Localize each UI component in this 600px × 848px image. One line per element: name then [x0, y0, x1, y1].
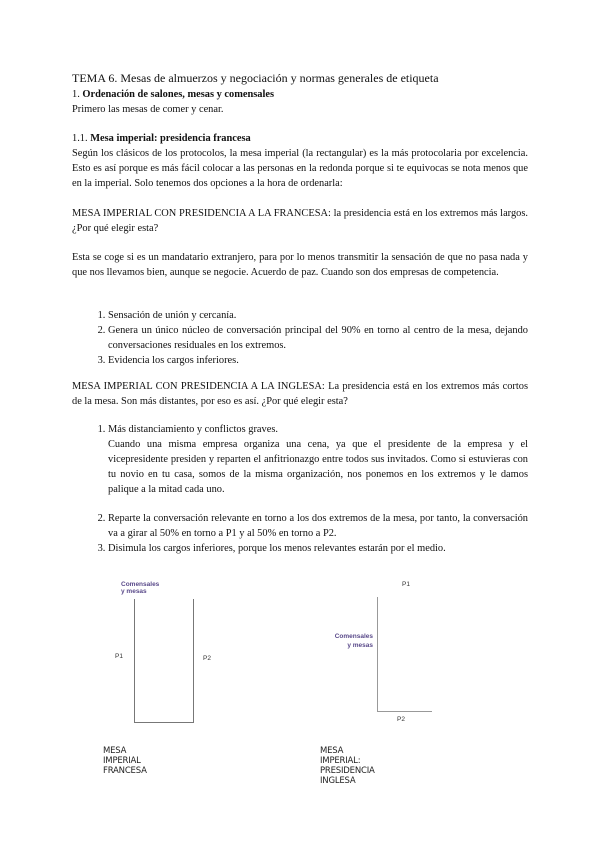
francesa-paragraph: Esta se coge si es un mandatario extranjero, para por lo menos transmitir la sensación de que no pasa nada y que nos llevamos bien, aunque se negocie. Acuerdo de paz. Cuando son dos empresas de competencia. [72, 252, 528, 278]
section-number: 1.1. [72, 133, 88, 144]
table-side [377, 597, 378, 712]
document-title: TEMA 6. Mesas de almuerzos y negociación y normas generales de etiqueta [72, 71, 439, 85]
section-1-1-paragraph: Según los clásicos de los protocolos, la mesa imperial (la rectangular) es la más protocolaria por excelencia. Esto es así porque es más fácil colocar a las personas en la redonda porque si te equivocas se nota menos que en la imperial. Solo tenemos dos opciones a la hora de ordenarla: [72, 148, 528, 189]
table-bottom [377, 711, 432, 712]
list-item-detail: Cuando una misma empresa organiza una cena, ya que el presidente de la empresa y el vicepresidente presiden y reparten el anfitrionazgo entre todos sus invitados. Como si estuvieras con tu novio en tu casa, somos de la misma organización, nos ponemos en los extremos y le damos palique a la mitad cada uno. [108, 439, 528, 495]
inglesa-list [72, 422, 528, 556]
list-item: 2. Genera un único núcleo de conversación principal del 90% en torno al centro de la mesa, dejando conversaciones residuales en los extremos. [108, 323, 528, 353]
figure-caption: MESA IMPERIAL: PRESIDENCIA INGLESA [320, 746, 375, 786]
president-2-label: P2 [397, 716, 405, 723]
francesa-lead: MESA IMPERIAL CON PRESIDENCIA A LA FRANCESA [72, 208, 328, 219]
francesa-intro [72, 206, 528, 236]
list-item: 1. Sensación de unión y cercanía. [108, 308, 528, 323]
section-title: Mesa imperial: presidencia francesa [90, 133, 251, 144]
president-1-label: P1 [115, 653, 123, 660]
table-bottom [134, 722, 194, 723]
section-number: 1. [72, 89, 80, 100]
table-side-right [193, 599, 194, 723]
list-item: 2. Reparte la conversación relevante en torno a los dos extremos de la mesa, por tanto, la conversación va a girar al 50% en torno a P1 y al 50% en torno a P2. [108, 511, 528, 541]
list-item: 3. Evidencia los cargos inferiores. [108, 353, 528, 368]
figure-label [320, 632, 373, 650]
francesa-text: : la presidencia está en los extremos más largos. ¿Por qué elegir esta? [72, 208, 528, 234]
inglesa-text: : La presidencia está en los extremos más cortos de la mesa. Son más distantes, por eso es así. ¿Por qué elegir esta? [72, 381, 528, 407]
section-1-1-heading [72, 131, 528, 146]
president-1-label: P1 [402, 581, 410, 588]
table-side-left [134, 599, 135, 723]
inglesa-lead: MESA IMPERIAL CON PRESIDENCIA A LA INGLESA [72, 381, 322, 392]
section-1-heading [72, 87, 528, 102]
section-title: Ordenación de salones, mesas y comensales [82, 89, 275, 100]
list-item: 3. Disimula los cargos inferiores, porque los menos relevantes estarán por el medio. [108, 541, 528, 556]
francesa-list [72, 308, 528, 368]
figure-label: Comensales y mesas [121, 581, 160, 595]
list-item-title: Más distanciamiento y conflictos graves. [108, 424, 278, 435]
figure-label-line: Comensales [334, 633, 373, 640]
figure-label-line: y mesas [347, 642, 373, 649]
inglesa-intro [72, 379, 528, 409]
figure-caption: MESA IMPERIAL FRANCESA [103, 746, 147, 776]
president-2-label: P2 [203, 655, 211, 662]
section-1-intro: Primero las mesas de comer y cenar. [72, 104, 224, 115]
list-item [108, 422, 528, 511]
